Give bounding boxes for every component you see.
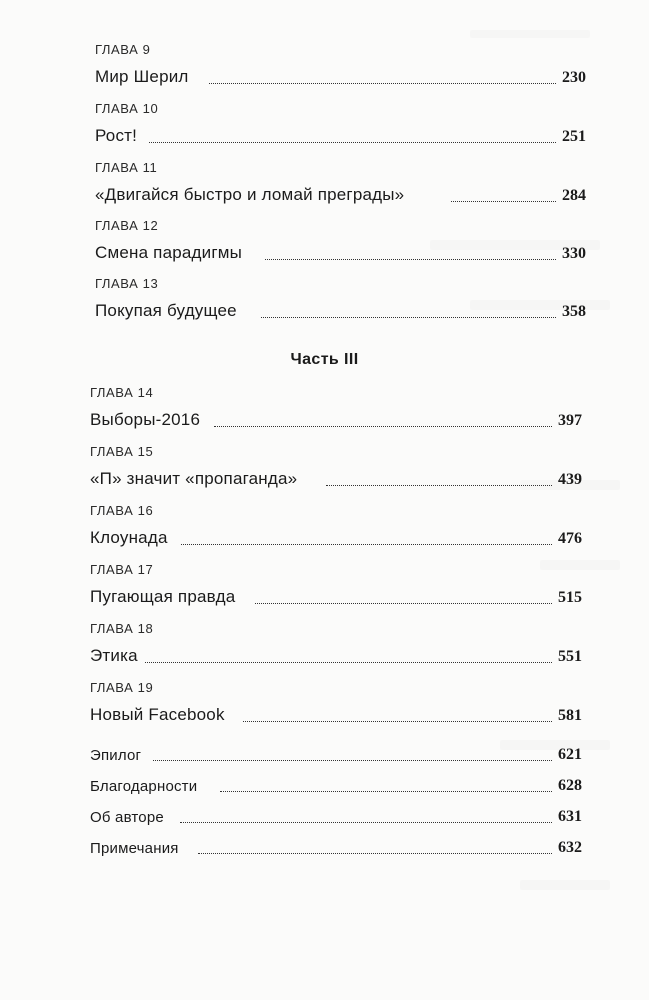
dot-leader: [209, 83, 556, 84]
dot-leader: [326, 485, 552, 486]
chapter-label: ГЛАВА 9: [95, 42, 151, 57]
chapter-title: Этика: [90, 646, 138, 665]
chapter-title: Рост!: [95, 126, 138, 145]
page-number: 581: [558, 707, 582, 724]
chapter-title: Покупая будущее: [95, 301, 237, 320]
page-number: 397: [558, 412, 582, 429]
dot-leader: [198, 853, 552, 854]
page-number: 230: [562, 69, 586, 86]
chapter-label: ГЛАВА 12: [95, 218, 159, 233]
chapter-title: Пугающая правда: [90, 587, 236, 606]
toc-entry[interactable]: [90, 642, 582, 666]
dot-leader: [153, 760, 552, 761]
toc-entry[interactable]: [90, 740, 582, 764]
chapter-title: «П» значит «пропаганда»: [90, 469, 298, 488]
page-number: 251: [562, 128, 586, 145]
chapter-label: ГЛАВА 11: [95, 160, 158, 175]
chapter-label: ГЛАВА 15: [90, 444, 154, 459]
backmatter-title: Благодарности: [90, 778, 198, 795]
toc-entry[interactable]: [95, 239, 586, 263]
show-through-mark: [470, 30, 590, 38]
page-number: 621: [558, 746, 582, 763]
dot-leader: [451, 201, 556, 202]
chapter-label: ГЛАВА 19: [90, 680, 154, 695]
page-number: 439: [558, 471, 582, 488]
page-number: 631: [558, 808, 582, 825]
page-number: 330: [562, 245, 586, 262]
show-through-mark: [520, 880, 610, 890]
page-number: 358: [562, 303, 586, 320]
toc-entry[interactable]: [90, 583, 582, 607]
page-number: 515: [558, 589, 582, 606]
chapter-title: Мир Шерил: [95, 67, 189, 86]
toc-entry[interactable]: [90, 406, 582, 430]
page-number: 551: [558, 648, 582, 665]
chapter-title: Клоунада: [90, 528, 168, 547]
chapter-label: ГЛАВА 18: [90, 621, 154, 636]
toc-entry[interactable]: [95, 297, 586, 321]
dot-leader: [261, 317, 556, 318]
chapter-label: ГЛАВА 13: [95, 276, 159, 291]
dot-leader: [180, 822, 552, 823]
chapter-title: Выборы-2016: [90, 410, 201, 429]
toc-entry[interactable]: [90, 771, 582, 795]
dot-leader: [243, 721, 552, 722]
backmatter-title: Об авторе: [90, 809, 164, 826]
chapter-title: Смена парадигмы: [95, 243, 243, 262]
part-heading: Часть III: [290, 351, 359, 368]
dot-leader: [214, 426, 552, 427]
toc-entry[interactable]: [90, 802, 582, 826]
dot-leader: [220, 791, 552, 792]
toc-entry[interactable]: [95, 122, 586, 146]
backmatter-title: Примечания: [90, 840, 179, 857]
toc-entry[interactable]: [95, 63, 586, 87]
toc-entry[interactable]: [90, 465, 582, 489]
toc-entry[interactable]: [95, 181, 586, 205]
page-number: 632: [558, 839, 582, 856]
chapter-title: «Двигайся быстро и ломай преграды»: [95, 185, 405, 204]
dot-leader: [255, 603, 552, 604]
backmatter-title: Эпилог: [90, 747, 142, 764]
dot-leader: [145, 662, 552, 663]
dot-leader: [265, 259, 556, 260]
toc-entry[interactable]: [90, 833, 582, 857]
dot-leader: [181, 544, 552, 545]
toc-entry[interactable]: [90, 524, 582, 548]
chapter-label: ГЛАВА 14: [90, 385, 154, 400]
page-number: 284: [562, 187, 586, 204]
page-number: 628: [558, 777, 582, 794]
show-through-mark: [540, 560, 620, 570]
chapter-label: ГЛАВА 10: [95, 101, 159, 116]
page-number: 476: [558, 530, 582, 547]
chapter-label: ГЛАВА 17: [90, 562, 154, 577]
dot-leader: [149, 142, 556, 143]
chapter-label: ГЛАВА 16: [90, 503, 154, 518]
toc-entry[interactable]: [90, 701, 582, 725]
chapter-title: Новый Facebook: [90, 705, 225, 724]
